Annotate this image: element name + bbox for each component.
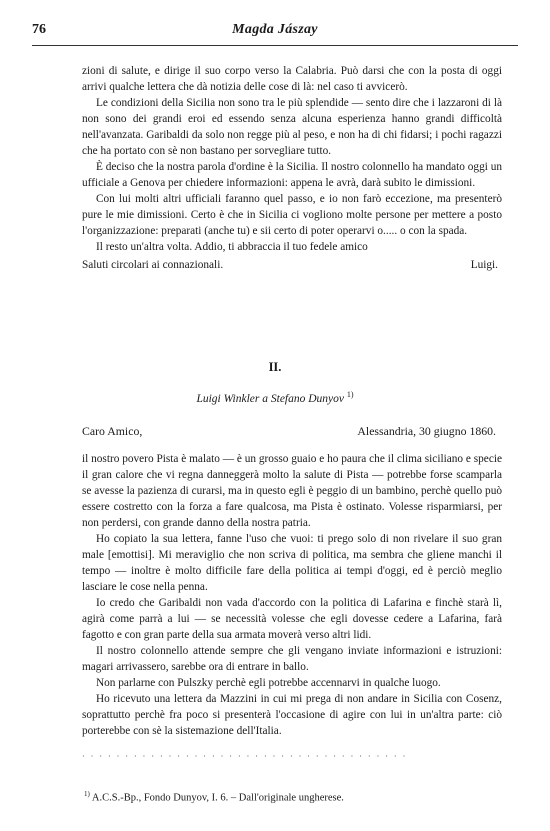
letter-2-body bbox=[82, 451, 502, 739]
running-head: Magda Jászay bbox=[232, 22, 318, 37]
page-header bbox=[32, 22, 518, 40]
letter-1-body bbox=[82, 63, 502, 273]
paragraph: Non parlarne con Pulszky perchè egli potrebbe accennarvi in qualche luogo. bbox=[96, 677, 441, 689]
footnote-text: A.C.S.-Bp., Fondo Dunyov, I. 6. – Dall'originale ungherese. bbox=[91, 792, 344, 804]
page-number: 76 bbox=[32, 22, 46, 37]
salutation: Caro Amico, bbox=[82, 424, 143, 438]
letter-title-text: Luigi Winkler a Stefano Dunyov bbox=[196, 392, 345, 405]
paragraph: zioni di salute, e dirige il suo corpo verso la Calabria. Può darsi che con la posta di oggi arrivi qualche lettera che dà notizia delle cose di là: nel caso ti avvicerò. bbox=[82, 65, 502, 93]
letter-1-closing bbox=[82, 257, 502, 273]
salutation-line bbox=[82, 424, 502, 440]
paragraph: Io credo che Garibaldi non vada d'accordo con la politica di Lafarina e finchè starà lì, agirà come parrà a lui — se necessità volesse che egli dovesse cedere a Lafarina, farà fagotto e con gran parte della sua armata moverà verso altri lidi. bbox=[82, 597, 502, 641]
footnote-mark: 1) bbox=[84, 790, 90, 798]
ellipsis-dots: · · · · · · · · · · · · · · · · · · · · · · · · · · · · · · · · · · · · · · bbox=[82, 752, 408, 760]
closing-greeting: Saluti circolari ai connazionali. bbox=[82, 259, 224, 271]
footnote bbox=[84, 790, 344, 804]
footnote-reference: 1) bbox=[346, 390, 354, 399]
header-rule bbox=[32, 45, 518, 46]
paragraph: Le condizioni della Sicilia non sono tra le più splendide — sento dire che i lazzaroni di là non sono dei grandi eroi ed essendo senza alcuna esperienza hanno grandi difficoltà nell'avanzata. Garibaldi da solo non regge più al peso, e non ha di chi fidarsi; i pochi ragazzi che ha portato con sè non bastano per sorvegliare tutto. bbox=[82, 97, 502, 157]
paragraph: Il nostro colonnello attende sempre che gli vengano inviate informazioni e istruzioni: magari arrivassero, sarebbe ora di entrare in ballo. bbox=[82, 645, 502, 673]
paragraph: Il resto un'altra volta. Addio, ti abbraccia il tuo fedele amico bbox=[96, 241, 368, 253]
paragraph: Ho ricevuto una lettera da Mazzini in cui mi prega di non andare in Sicilia con Cosenz, soprattutto perchè fra poco si presenterà l'occasione di agire con lui in un'altra parte: ciò porterebbe con sè la sistemazione dell'Italia. bbox=[82, 693, 502, 737]
signature: Luigi. bbox=[470, 259, 498, 271]
paragraph: Con lui molti altri ufficiali faranno quel passo, e io non farò eccezione, ma presenterò pure le mie dimissioni. Certo è che in Sicilia ci vogliono molte persone per mettere a posto l'organizzazione: preparati (anche tu) e sii certo di poter operarvi o..... o con la spada. bbox=[82, 193, 502, 237]
place-date: Alessandria, 30 giugno 1860. bbox=[357, 424, 496, 438]
paragraph: Ho copiato la sua lettera, fanne l'uso che vuoi: ti prego solo di non rivelare il suo gran male [emottisi]. Mi meraviglio che non scriva di politica, ma sembra che gliene manchi il tempo — inoltre è molto difficile fare della politica ai tempi d'oggi, ed è perciò meglio lasciare le cose nella penna. bbox=[82, 533, 502, 593]
paragraph: il nostro povero Pista è malato — è un grosso guaio e ho paura che il clima siciliano e specie il gran calore che vi regna danneggerà molto la salute di Pista — potrebbe forse scamparla se avesse la pazienza di curarsi, ma in questo egli è peggio di un bambino, perchè quello può essere costretto con la forza a fare qualcosa, ma Pista è ostinato. Volesse risparmiarsi, per non perdersi, con grande danno della nostra patria. bbox=[82, 453, 502, 529]
paragraph: È deciso che la nostra parola d'ordine è la Sicilia. Il nostro colonnello ha mandato oggi un ufficiale a Genova per chiedere informazioni: appena le avrà, darà subito le dimissioni. bbox=[82, 161, 502, 189]
letter-title bbox=[0, 390, 550, 405]
section-number: II. bbox=[268, 360, 282, 374]
